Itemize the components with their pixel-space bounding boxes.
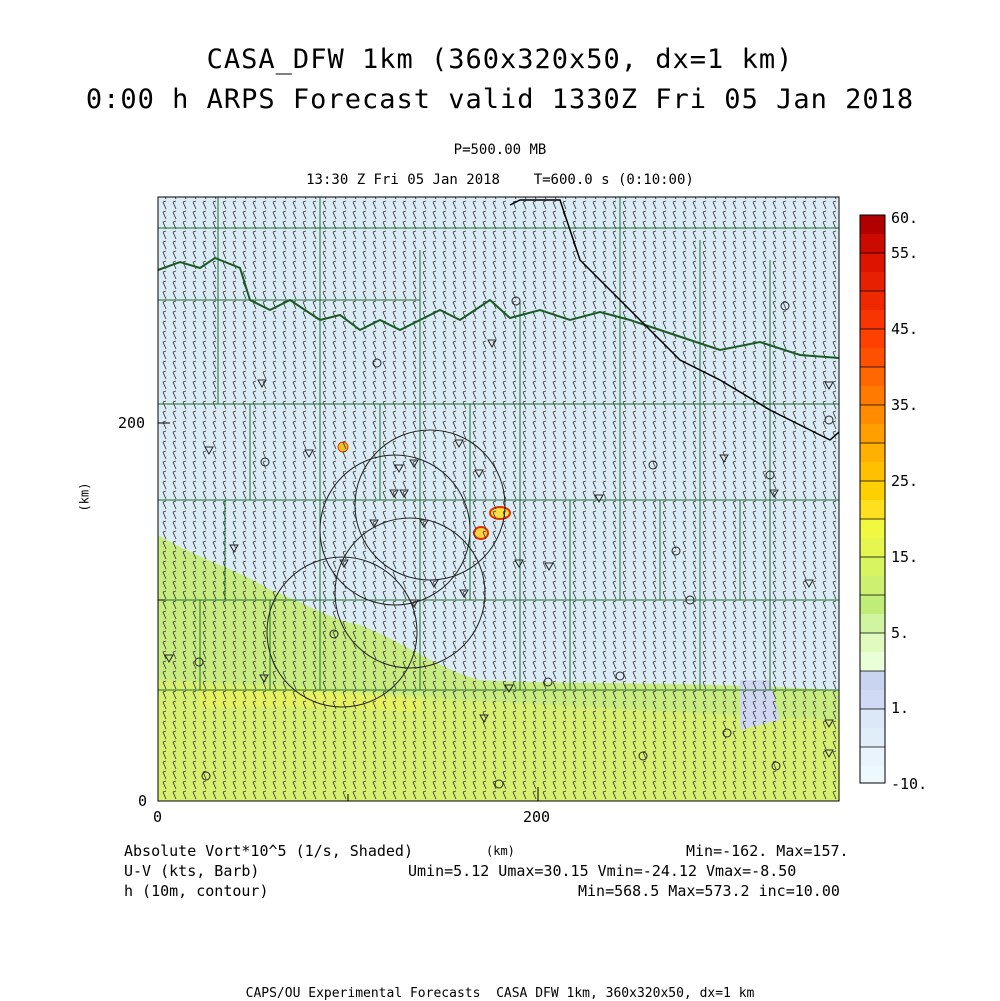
legend-wind-stats: Umin=5.12 Umax=30.15 Vmin=-24.12 Vmax=-8.50 (408, 862, 797, 880)
colorbar-label: 15. (891, 548, 919, 566)
x-tick-200: 200 (523, 808, 551, 826)
title-line-2: 0:00 h ARPS Forecast valid 1330Z Fri 05 Jan 2018 (85, 84, 915, 115)
colorbar-label: -10. (891, 775, 928, 793)
colorbar-label: 35. (891, 396, 919, 414)
legend-height-stats: Min=568.5 Max=573.2 inc=10.00 (578, 882, 840, 900)
colorbar-label: 60. (891, 209, 919, 227)
title-line-1: CASA_DFW 1km (360x320x50, dx=1 km) (206, 44, 794, 75)
legend-vorticity-stats: Min=-162. Max=157. (686, 842, 849, 860)
wind-barbs (158, 197, 839, 801)
x-axis-unit: (km) (486, 844, 515, 858)
y-axis-unit: (km) (77, 482, 92, 512)
y-tick-0: 0 (138, 792, 148, 810)
y-tick-200: 200 (118, 414, 146, 432)
colorbar-label: 45. (891, 320, 919, 338)
colorbar (860, 215, 885, 783)
valid-time: 13:30 Z Fri 05 Jan 2018 T=600.0 s (0:10:00) (306, 172, 694, 188)
pressure-level: P=500.00 MB (453, 142, 547, 158)
colorbar-label: 1. (891, 699, 910, 717)
legend-field-vorticity: Absolute Vort*10^5 (1/s, Shaded) (124, 842, 413, 860)
legend-field-height: h (10m, contour) (124, 882, 269, 900)
colorbar-label: 55. (891, 244, 919, 262)
footer-credit: CAPS/OU Experimental Forecasts CASA DFW 1km, 360x320x50, dx=1 km (245, 986, 755, 1001)
colorbar-label: 25. (891, 472, 919, 490)
colorbar-label: 5. (891, 624, 910, 642)
x-tick-0: 0 (153, 808, 163, 826)
vorticity-shading (158, 197, 839, 801)
legend-field-wind: U-V (kts, Barb) (124, 862, 260, 880)
